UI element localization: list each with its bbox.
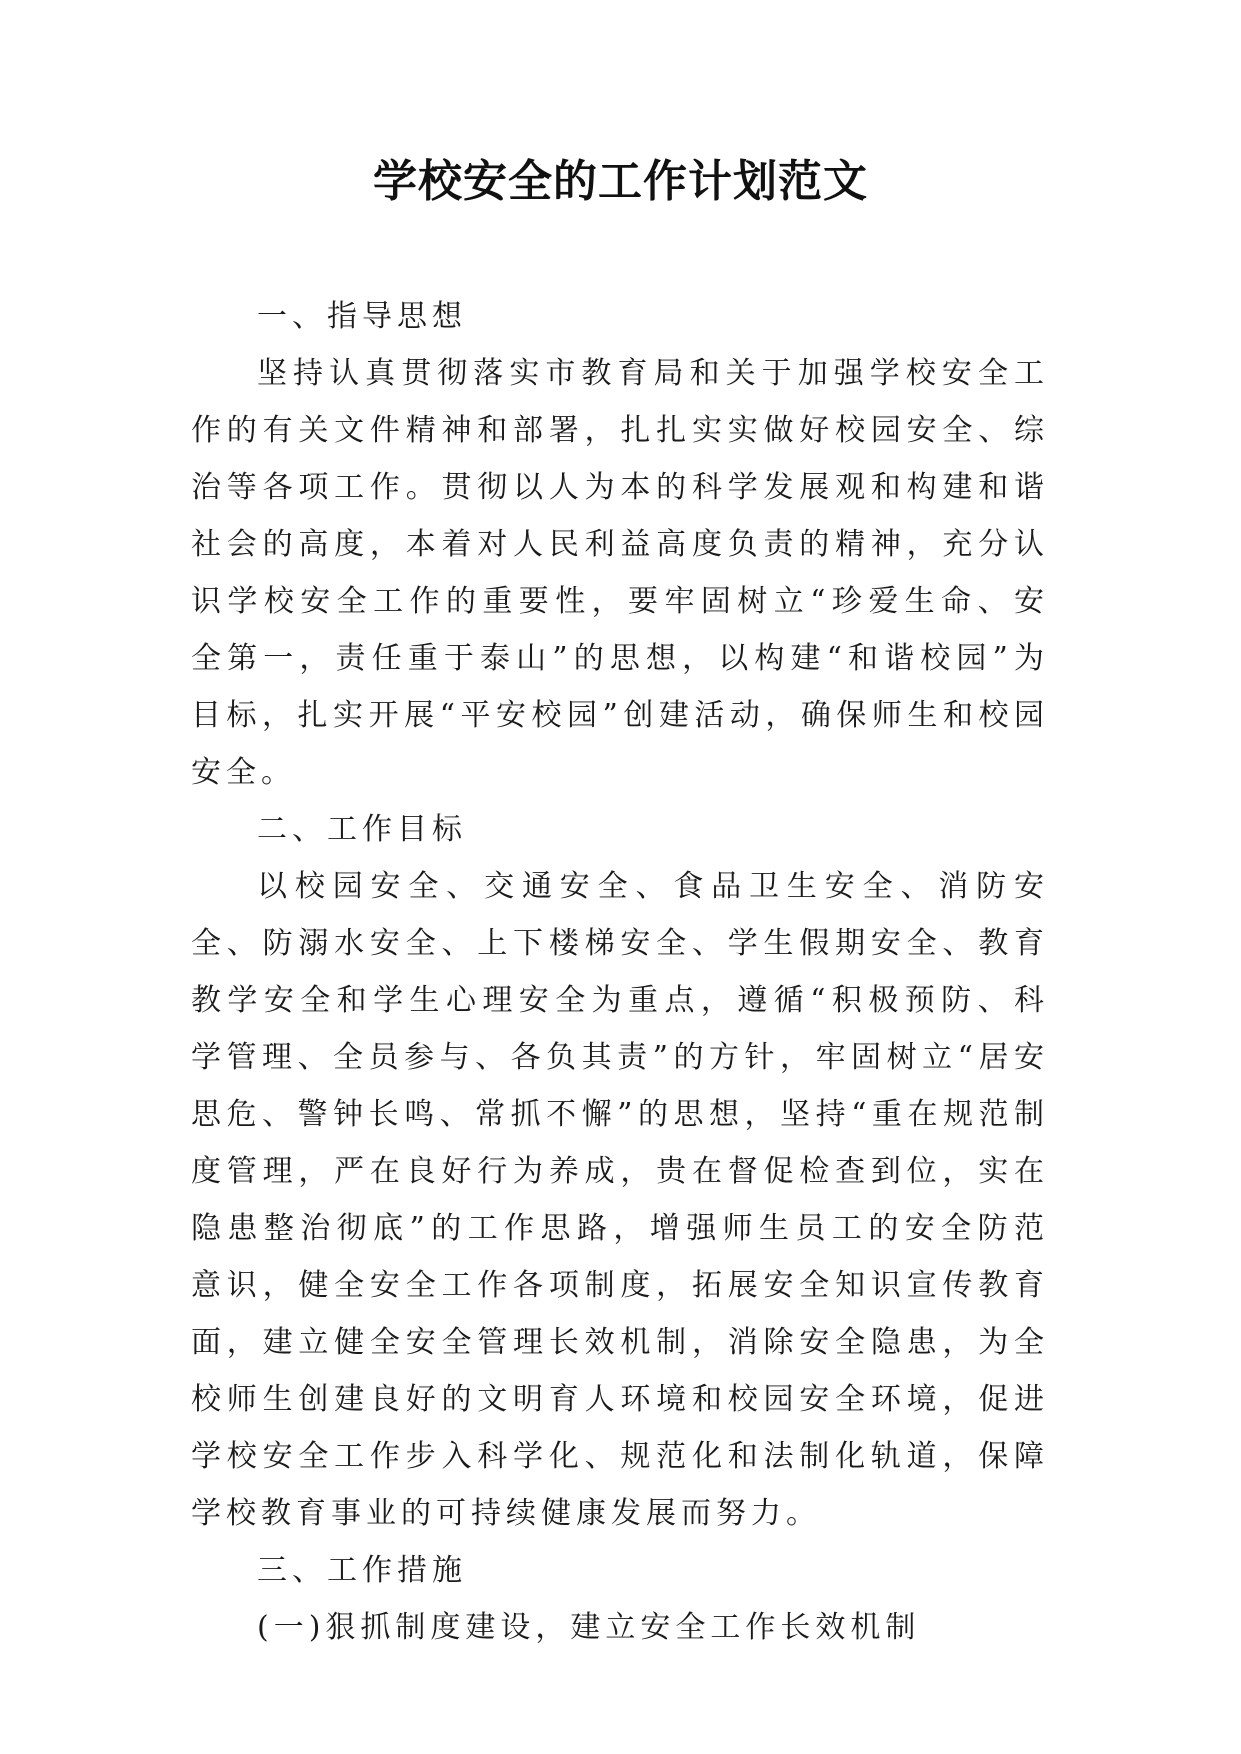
- section-heading-work-goals: 二、工作目标: [257, 812, 467, 847]
- document-title: 学校安全的工作计划范文: [373, 156, 868, 207]
- section-paragraph-guiding-ideology: 坚持认真贯彻落实市教育局和关于加强学校安全工作的有关文件精神和部署，扎扎实实做好校园安全、综治等各项工作。贯彻以人为本的科学发展观和构建和谐社会的高度，本着对人民利益高度负责的精神，充分认识学校安全工作的重要性，要牢固树立“珍爱生命、安全第一，责任重于泰山”的思想，以构建“和谐校园”为目标，扎实开展“平安校园”创建活动，确保师生和校园安全。: [191, 356, 1049, 790]
- section-paragraph-work-goals: 以校园安全、交通安全、食品卫生安全、消防安全、防溺水安全、上下楼梯安全、学生假期安全、教育教学安全和学生心理安全为重点，遵循“积极预防、科学管理、全员参与、各负其责”的方针，牢固树立“居安思危、警钟长鸣、常抓不懈”的思想，坚持“重在规范制度管理，严在良好行为养成，贵在督促检查到位，实在隐患整治彻底”的工作思路，增强师生员工的安全防范意识，健全安全工作各项制度，拓展安全知识宣传教育面，建立健全安全管理长效机制，消除安全隐患，为全校师生创建良好的文明育人环境和校园安全环境，促进学校安全工作步入科学化、规范化和法制化轨道，保障学校教育事业的可持续健康发展而努力。: [191, 869, 1049, 1531]
- section-heading-guiding-ideology: 一、指导思想: [257, 299, 467, 334]
- section-subheading-system-building: (一)狠抓制度建设，建立安全工作长效机制: [257, 1610, 921, 1645]
- document-body: [191, 288, 1049, 1656]
- section-heading-work-measures: 三、工作措施: [257, 1553, 467, 1588]
